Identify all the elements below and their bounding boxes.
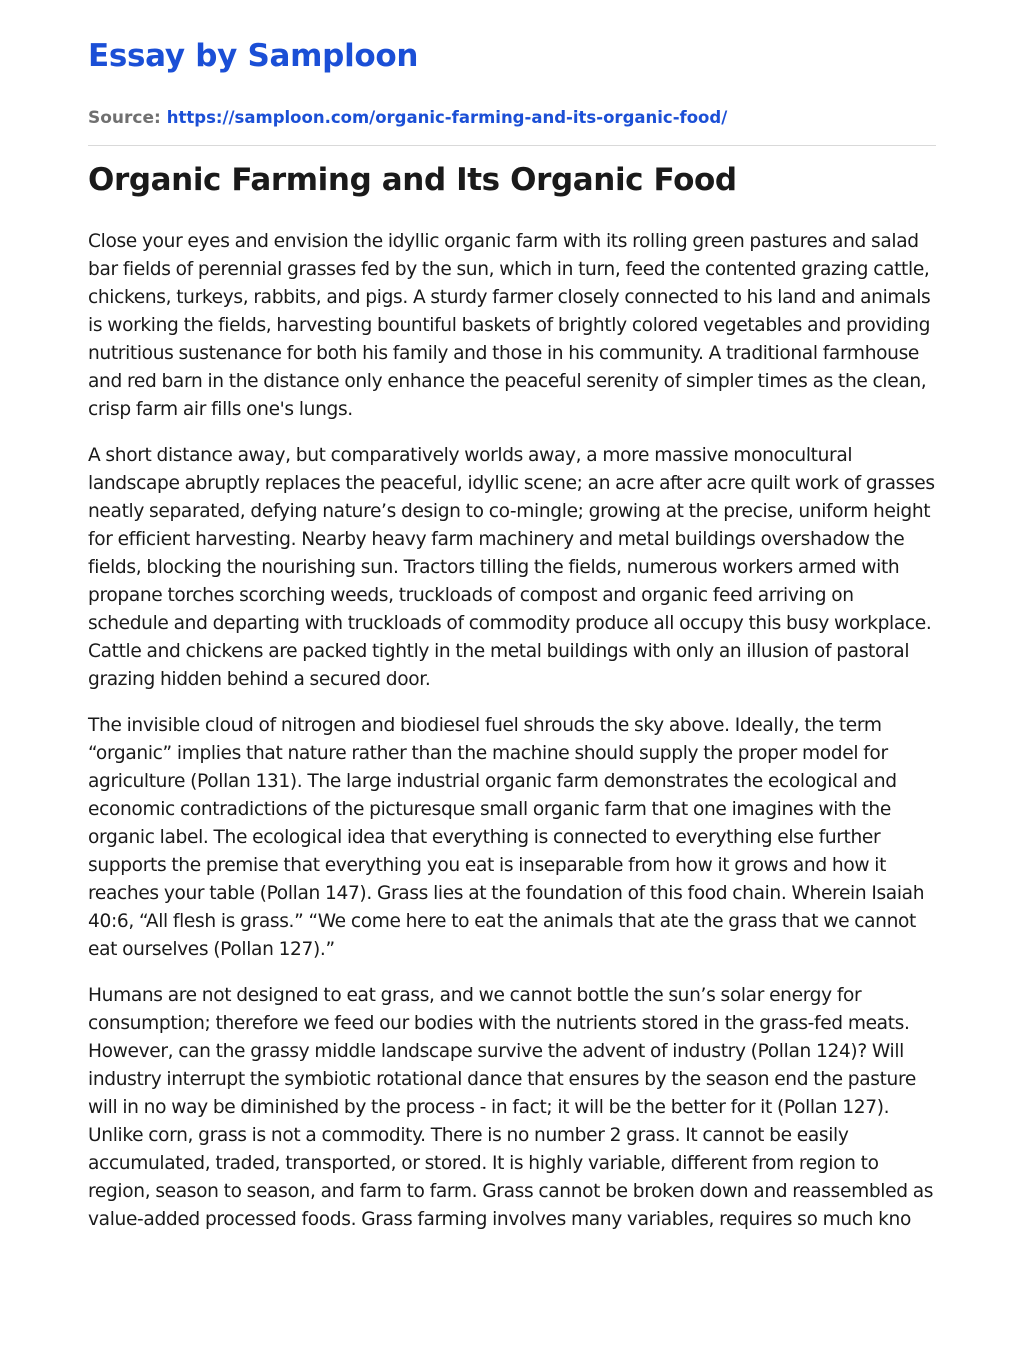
source-link[interactable]: https://samploon.com/organic-farming-and-its-organic-food/ (166, 108, 728, 127)
essay-body (88, 228, 936, 1234)
essay-paragraph-1: Close your eyes and envision the idyllic organic farm with its rolling green pastures and salad bar fields of perennial grasses fed by the sun, which in turn, feed the contented grazing cattle, chickens, turkeys, rabbits, and pigs. A sturdy farmer closely connected to his land and animals is working the fields, harvesting bountiful baskets of brightly colored vegetables and providing nutritious sustenance for both his family and those in his community. A traditional farmhouse and red barn in the distance only enhance the peaceful serenity of simpler times as the clean, crisp farm air fills one's lungs. (88, 231, 931, 420)
essay-paragraph-3: The invisible cloud of nitrogen and biodiesel fuel shrouds the sky above. Ideally, the term “organic” implies that nature rather than the machine should supply the proper model for agriculture (Pollan 131). The large industrial organic farm demonstrates the ecological and economic contradictions of the picturesque small organic farm that one imagines with the organic label. The ecological idea that everything is connected to everything else further supports the premise that everything you eat is inseparable from how it grows and how it reaches your table (Pollan 147). Grass lies at the foundation of this food chain. Wherein Isaiah 40:6, “All flesh is grass.” “We come here to eat the animals that ate the grass that we cannot eat ourselves (Pollan 127).” (88, 715, 925, 960)
essay-paragraph-2: A short distance away, but comparatively worlds away, a more massive monocultural landscape abruptly replaces the peaceful, idyllic scene; an acre after acre quilt work of grasses neatly separated, defying nature’s design to co-mingle; growing at the precise, uniform height for efficient harvesting. Nearby heavy farm machinery and metal buildings overshadow the fields, blocking the nourishing sun. Tractors tilling the fields, numerous workers armed with propane torches scorching weeds, truckloads of compost and organic feed arriving on schedule and departing with truckloads of commodity produce all occupy this busy workplace. Cattle and chickens are packed tightly in the metal buildings with only an illusion of pastoral grazing hidden behind a secured door. (88, 445, 935, 690)
source-line (88, 106, 936, 130)
essay-paragraph-4: Humans are not designed to eat grass, and we cannot bottle the sun’s solar energy for consumption; therefore we feed our bodies with the nutrients stored in the grass-fed meats. However, can the grassy middle landscape survive the advent of industry (Pollan 124)? Will industry interrupt the symbiotic rotational dance that ensures by the season end the pasture will in no way be diminished by the process - in fact; it will be the better for it (Pollan 127). Unlike corn, grass is not a commodity. There is no number 2 grass. It cannot be easily accumulated, traded, transported, or stored. It is highly variable, different from region to region, season to season, and farm to farm. Grass cannot be broken down and reassembled as value-added processed foods. Grass farming involves many variables, requires so much kno (88, 985, 934, 1230)
essay-title: Organic Farming and Its Organic Food (88, 162, 737, 198)
site-brand-title: Essay by Samploon (88, 38, 419, 74)
source-label: Source: (88, 108, 161, 128)
header-divider (88, 145, 936, 146)
essay-page (88, 0, 936, 1252)
